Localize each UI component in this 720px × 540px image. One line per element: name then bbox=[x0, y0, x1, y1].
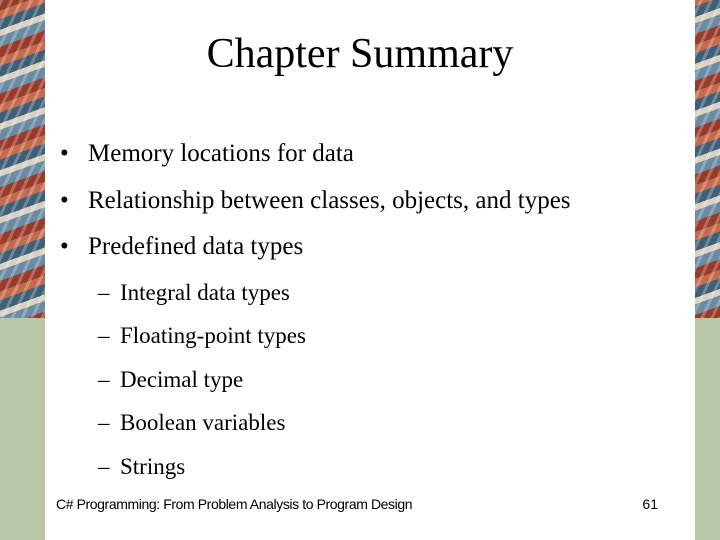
sub-bullet-marker: – bbox=[98, 410, 110, 435]
sub-bullet-marker: – bbox=[98, 367, 110, 392]
bullet-text: Relationship between classes, objects, and types bbox=[88, 187, 571, 214]
sub-bullet-marker: – bbox=[98, 323, 110, 348]
sub-bullet-marker: – bbox=[98, 454, 110, 479]
sub-bullet-text: Strings bbox=[120, 454, 186, 479]
sub-bullet-item bbox=[98, 278, 290, 308]
sub-bullet-item bbox=[98, 321, 306, 351]
bullet-marker: • bbox=[60, 140, 69, 167]
sub-bullet-text: Boolean variables bbox=[120, 410, 286, 435]
bullet-item bbox=[60, 231, 303, 263]
bullet-text: Predefined data types bbox=[88, 233, 304, 260]
sub-bullet-item bbox=[98, 452, 185, 482]
bullet-item bbox=[60, 185, 571, 217]
bullet-item bbox=[60, 138, 354, 170]
sub-bullet-marker: – bbox=[98, 280, 110, 305]
slide-title: Chapter Summary bbox=[206, 31, 514, 77]
sub-bullet-text: Floating-point types bbox=[120, 323, 306, 348]
sub-bullet-text: Integral data types bbox=[120, 280, 290, 305]
page-number: 61 bbox=[642, 496, 658, 512]
sub-bullet-item bbox=[98, 365, 243, 395]
footer-course-title: C# Programming: From Problem Analysis to Program Design bbox=[56, 496, 413, 512]
bullet-marker: • bbox=[60, 233, 69, 260]
sub-bullet-text: Decimal type bbox=[120, 367, 244, 392]
bullet-marker: • bbox=[60, 187, 69, 214]
bullet-text: Memory locations for data bbox=[88, 140, 354, 167]
sub-bullet-item bbox=[98, 408, 285, 438]
